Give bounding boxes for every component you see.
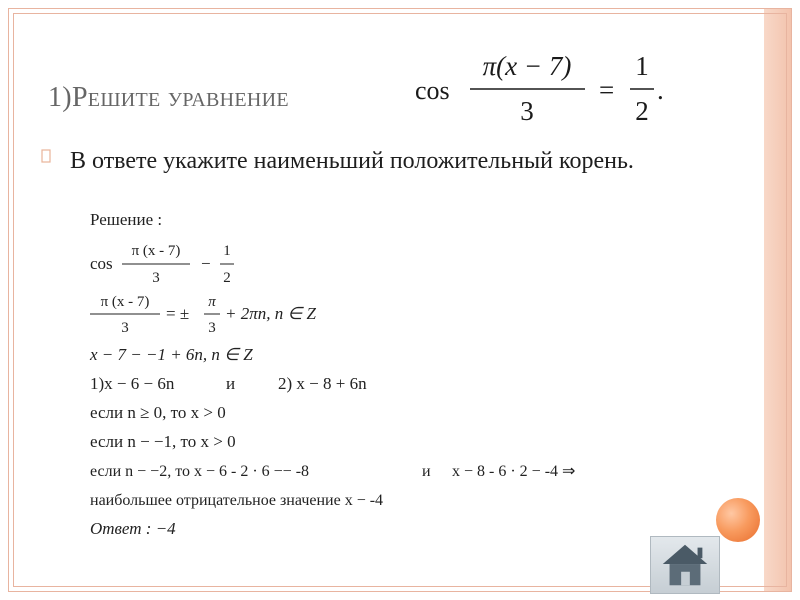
eq-period: . xyxy=(657,75,664,105)
line7-right: x − 8 - 6 · 2 − -4 ⇒ xyxy=(452,463,576,480)
eq-denominator: 3 xyxy=(520,96,534,126)
solution-line3: x − 7 − −1 + 6n, n ∈ Z xyxy=(90,345,253,364)
solution-line5: если n ≥ 0, то x > 0 xyxy=(90,403,226,422)
eq-cos: cos xyxy=(415,76,450,105)
line7-left: если n − −2, то x − 6 - 2 · 6 −− -8 xyxy=(90,463,310,480)
line7-conj: и xyxy=(422,463,431,480)
solution-line6: если n − −1, то x > 0 xyxy=(90,432,236,451)
line2-numerator: π (x - 7) xyxy=(100,294,150,310)
line2-tail: + 2πn, n ∈ Z xyxy=(225,304,317,323)
line2-middle: = ± xyxy=(166,304,190,323)
line1-denominator: 3 xyxy=(152,270,160,286)
line2-pi-denominator: 3 xyxy=(208,320,216,336)
line1-rhs-denominator: 2 xyxy=(223,270,231,286)
home-icon xyxy=(651,537,719,593)
line1-cos: cos xyxy=(90,254,113,273)
bullet-text: В ответе укажите наименьший положительный корень. xyxy=(70,148,634,174)
line4-conj: и xyxy=(226,374,236,393)
equation xyxy=(415,50,675,126)
solution-heading: Решение : xyxy=(90,210,163,229)
eq-equals: = xyxy=(599,75,615,105)
line4-right: 2) x − 8 + 6n xyxy=(278,374,367,393)
solution-answer: Ответ : −4 xyxy=(90,519,176,538)
slide-title xyxy=(48,82,289,114)
line1-numerator: π (x - 7) xyxy=(131,243,181,259)
eq-numerator: π(x − 7) xyxy=(482,51,572,81)
line4-left: 1)x − 6 − 6n xyxy=(90,374,175,393)
eq-rhs-denominator: 2 xyxy=(635,96,649,126)
line2-denominator: 3 xyxy=(121,320,129,336)
solution-line8: наибольшее отрицательное значение x − -4 xyxy=(90,492,384,509)
bullet-icon xyxy=(41,149,52,164)
eq-rhs-numerator: 1 xyxy=(635,51,649,81)
solution-image xyxy=(88,208,648,548)
line1-operator: − xyxy=(201,254,211,273)
decorative-orange-circle xyxy=(716,498,760,542)
line2-pi: π xyxy=(208,294,216,310)
line1-rhs-numerator: 1 xyxy=(223,243,231,259)
title-number: 1) xyxy=(48,82,72,113)
title-text: Решите уравнение xyxy=(71,82,289,113)
home-button[interactable] xyxy=(650,536,720,594)
